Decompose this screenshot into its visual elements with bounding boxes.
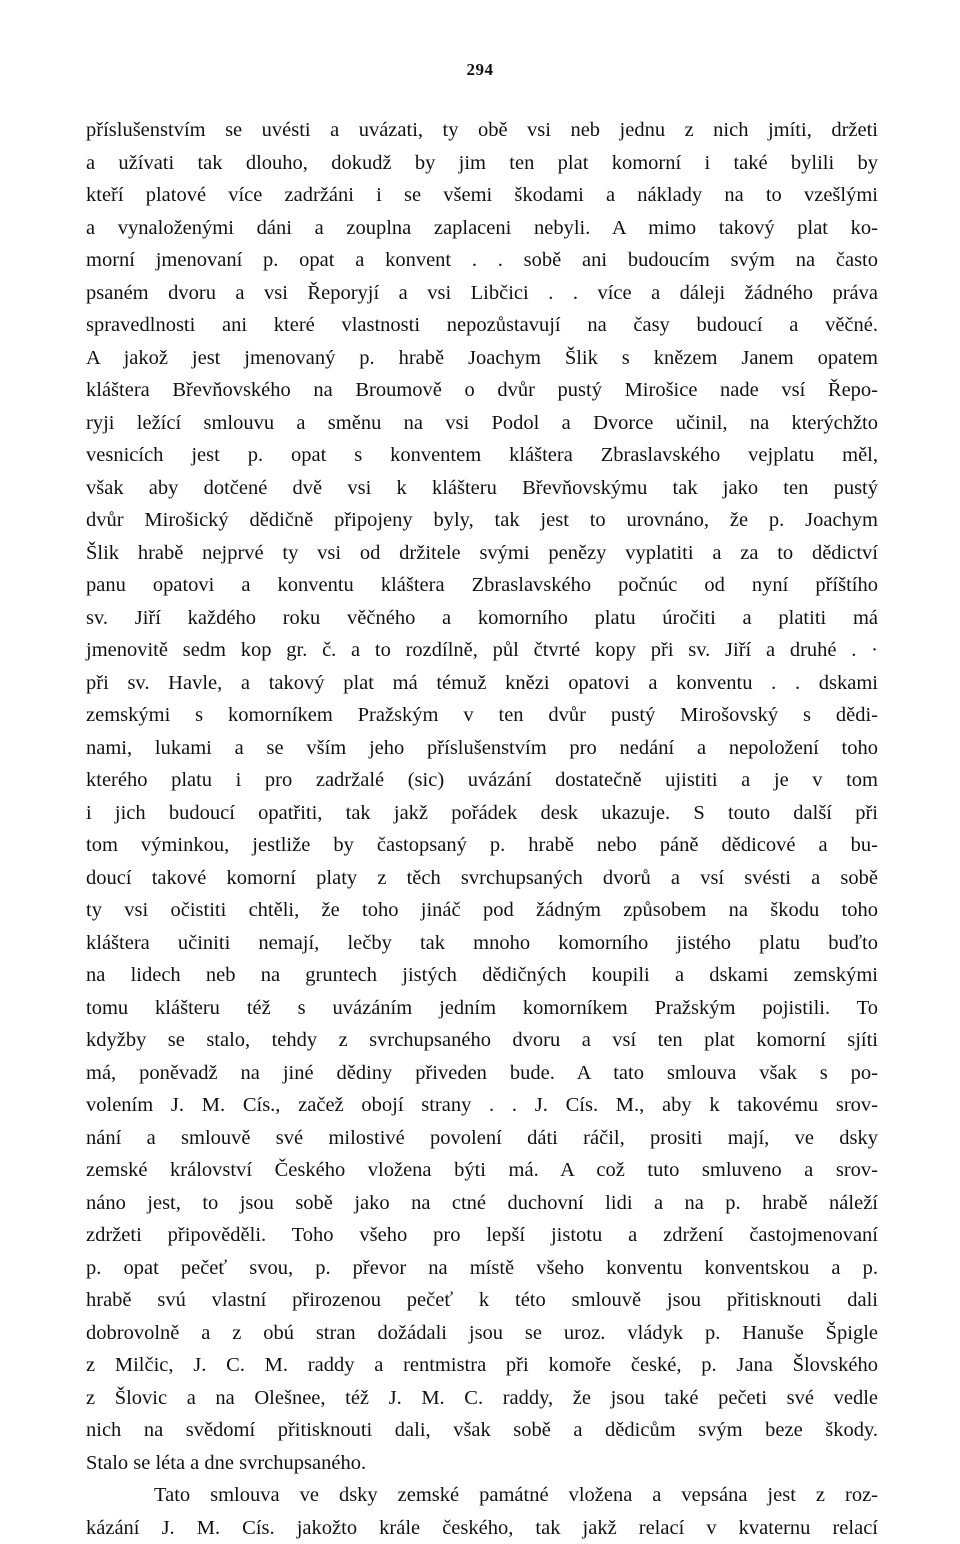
text-line: tom výminkou, jestliže by častopsaný p. hrabě nebo páně dědicové a bu- xyxy=(86,829,878,862)
text-line: morní jmenovaní p. opat a konvent . . sobě ani budoucím svým na často xyxy=(86,244,878,277)
text-line: volením J. M. Cís., začež obojí strany . . J. Cís. M., aby k takovému srov- xyxy=(86,1089,878,1122)
text-line: sv. Jiří každého roku věčného a komorního platu úročiti a platiti má xyxy=(86,602,878,635)
text-line: kterého platu i pro zadržalé (sic) uvázání dostatečně ujistiti a je v tom xyxy=(86,764,878,797)
text-line: nich na svědomí přitisknouti dali, však sobě a dědicům svým beze škody. xyxy=(86,1414,878,1447)
text-line: kteří platové více zadržáni i se všemi škodami a náklady na to vzešlými xyxy=(86,179,878,212)
text-line: A jakož jest jmenovaný p. hrabě Joachym Šlik s knězem Janem opatem xyxy=(86,342,878,375)
text-line: kdyžby se stalo, tehdy z svrchupsaného dvoru a vsí ten plat komorní sjíti xyxy=(86,1024,878,1057)
text-line: kázání J. M. Cís. jakožto krále českého, tak jakž relací v kvaternu relací xyxy=(86,1512,878,1544)
text-line: ryji ležící smlouvu a směnu na vsi Podol a Dvorce učinil, na kterýchžto xyxy=(86,407,878,440)
text-line: hrabě svú vlastní přirozenou pečeť k této smlouvě jsou přitisknouti dali xyxy=(86,1284,878,1317)
paragraph-end-line: Stalo se léta a dne svrchupsaného. xyxy=(86,1447,878,1480)
text-line: zemské království Českého vložena býti má. A což tuto smluveno a srov- xyxy=(86,1154,878,1187)
text-line: však aby dotčené dvě vsi k klášteru Břevňovskýmu tak jako ten pustý xyxy=(86,472,878,505)
text-line: z Šlovic a na Olešnee, též J. M. C. raddy, že jsou také pečeti své vedle xyxy=(86,1382,878,1415)
text-line: doucí takové komorní platy z těch svrchupsaných dvorů a vsí svésti a sobě xyxy=(86,862,878,895)
text-line: z Milčic, J. C. M. raddy a rentmistra při komoře české, p. Jana Šlovského xyxy=(86,1349,878,1382)
text-line: zdržeti připověděli. Toho všeho pro lepší jistotu a zdržení častojmenovaní xyxy=(86,1219,878,1252)
text-line: nami, lukami a se vším jeho příslušenstvím pro nedání a nepoložení toho xyxy=(86,732,878,765)
text-line: spravedlnosti ani které vlastnosti nepozůstavují na časy budoucí a věčné. xyxy=(86,309,878,342)
text-line: zemskými s komorníkem Pražským v ten dvůr pustý Mirošovský s dědi- xyxy=(86,699,878,732)
text-line: panu opatovi a konventu kláštera Zbraslavského počnúc od nyní příštího xyxy=(86,569,878,602)
page-number: 294 xyxy=(0,60,960,80)
text-line: na lidech neb na gruntech jistých dědičných koupili a dskami zemskými xyxy=(86,959,878,992)
text-line: i jich budoucí opatřiti, tak jakž pořádek desk ukazuje. S touto další při xyxy=(86,797,878,830)
text-line: kláštera učiniti nemají, lečby tak mnoho komorního jistého platu buďto xyxy=(86,927,878,960)
text-line: dobrovolně a z obú stran dožádali jsou se uroz. vládyk p. Hanuše Špigle xyxy=(86,1317,878,1350)
text-line: ty vsi očistiti chtěli, že toho jináč pod žádným způsobem na škodu toho xyxy=(86,894,878,927)
text-line: a užívati tak dlouho, dokudž by jim ten plat komorní i také bylili by xyxy=(86,147,878,180)
paragraph-start-line: Tato smlouva ve dsky zemské památné vložena a vepsána jest z roz- xyxy=(86,1479,878,1512)
text-line: při sv. Havle, a takový plat má témuž knězi opatovi a konventu . . dskami xyxy=(86,667,878,700)
text-line: tomu klášteru též s uvázáním jedním komorníkem Pražským pojistili. To xyxy=(86,992,878,1025)
text-line: kláštera Břevňovského na Broumově o dvůr pustý Mirošice nade vsí Řepo- xyxy=(86,374,878,407)
text-line: má, poněvadž na jiné dědiny přiveden bude. A tato smlouva však s po- xyxy=(86,1057,878,1090)
text-line: příslušenstvím se uvésti a uvázati, ty obě vsi neb jednu z nich jmíti, držeti xyxy=(86,114,878,147)
text-line: dvůr Mirošický dědičně připojeny byly, tak jest to urovnáno, že p. Joachym xyxy=(86,504,878,537)
text-line: nání a smlouvě své milostivé povolení dáti ráčil, prositi mají, ve dsky xyxy=(86,1122,878,1155)
text-line: p. opat pečeť svou, p. převor na místě všeho konventu konventskou a p. xyxy=(86,1252,878,1285)
text-line: náno jest, to jsou sobě jako na ctné duchovní lidi a na p. hrabě náleží xyxy=(86,1187,878,1220)
text-line: jmenovitě sedm kop gr. č. a to rozdílně, půl čtvrté kopy při sv. Jiří a druhé . · xyxy=(86,634,878,667)
text-line: Šlik hrabě nejprvé ty vsi od držitele svými penězy vyplatiti a za to dědictví xyxy=(86,537,878,570)
text-line: psaném dvoru a vsi Řeporyjí a vsi Libčici . . více a dáleji žádného práva xyxy=(86,277,878,310)
text-line: a vynaloženými dáni a zouplna zaplaceni nebyli. A mimo takový plat ko- xyxy=(86,212,878,245)
text-line: vesnicích jest p. opat s konventem kláštera Zbraslavského vejplatu měl, xyxy=(86,439,878,472)
body-text xyxy=(86,114,878,1544)
